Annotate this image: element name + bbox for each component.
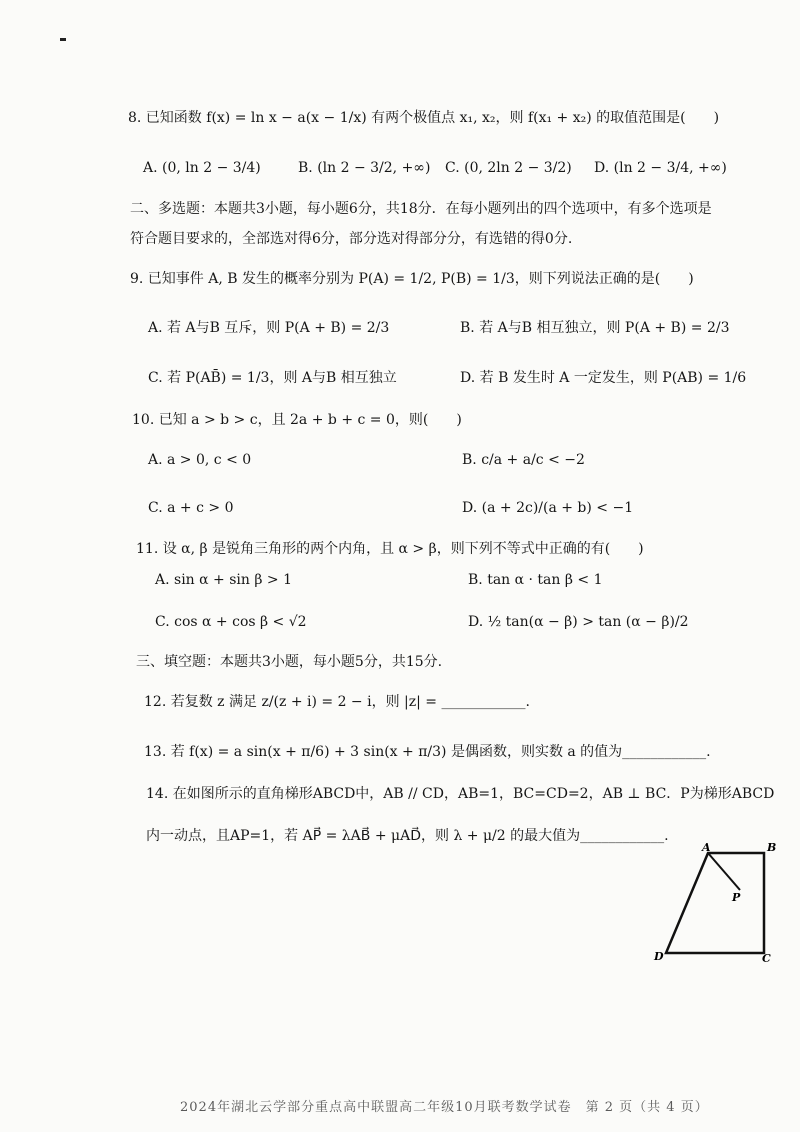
q10-option-b: B. c/a + a/c < −2 (462, 452, 585, 468)
q10-option-a: A. a > 0, c < 0 (148, 452, 252, 468)
segment-ap (708, 853, 740, 890)
q8-option-c: C. (0, 2ln 2 − 3/2) (445, 160, 572, 176)
q9-option-b: B. 若 A与B 相互独立，则 P(A + B) = 2/3 (460, 320, 730, 336)
label-a: A (702, 841, 711, 854)
q14-line1: 14. 在如图所示的直角梯形ABCD中，AB // CD，AB=1，BC=CD=2，AB ⊥ BC．P为梯形ABCD (146, 786, 775, 802)
q9-stem: 9. 已知事件 A, B 发生的概率分别为 P(A) = 1/2, P(B) = 1/3，则下列说法正确的是( ) (130, 271, 694, 287)
section2-line1: 二、多选题：本题共3小题，每小题6分，共18分．在每小题列出的四个选项中，有多个选项是 (130, 201, 712, 217)
q12-stem: 12. 若复数 z 满足 z/(z + i) = 2 − i，则 |z| = ____________. (144, 694, 530, 710)
q9-option-d: D. 若 B 发生时 A 一定发生，则 P(AB) = 1/6 (460, 370, 747, 386)
label-d: D (654, 950, 664, 963)
q8-option-b: B. (ln 2 − 3/2, +∞) (298, 160, 431, 176)
q11-stem: 11. 设 α, β 是锐角三角形的两个内角，且 α > β，则下列不等式中正确的有( ) (136, 541, 644, 557)
page-footer: 2024年湖北云学部分重点高中联盟高二年级10月联考数学试卷 第 2 页（共 4 页） (180, 1100, 709, 1115)
q14-line2: 内一动点，且AP=1，若 AP⃗ = λAB⃗ + μAD⃗，则 λ + μ/2 的最大值为____________. (146, 828, 669, 844)
q10-option-c: C. a + c > 0 (148, 500, 234, 516)
section3-line1: 三、填空题：本题共3小题，每小题5分，共15分. (136, 654, 443, 670)
q8-option-d: D. (ln 2 − 3/4, +∞) (594, 160, 727, 176)
q13-stem: 13. 若 f(x) = a sin(x + π/6) + 3 sin(x + π/3) 是偶函数，则实数 a 的值为____________. (144, 744, 711, 760)
q11-option-c: C. cos α + cos β < √2 (155, 614, 307, 630)
label-b: B (767, 841, 777, 854)
q10-stem: 10. 已知 a > b > c，且 2a + b + c = 0，则( ) (132, 412, 462, 428)
section2-line2: 符合题目要求的，全部选对得6分，部分选对得部分分，有选错的得0分. (130, 231, 573, 247)
label-p: P (732, 891, 741, 904)
q11-option-b: B. tan α · tan β < 1 (468, 572, 603, 588)
trapezoid-figure (640, 835, 790, 965)
q8-option-a: A. (0, ln 2 − 3/4) (143, 160, 261, 176)
q11-option-d: D. ½ tan(α − β) > tan (α − β)/2 (468, 614, 689, 630)
scan-mark (60, 38, 66, 41)
q10-option-d: D. (a + 2c)/(a + b) < −1 (462, 500, 634, 516)
q9-option-a: A. 若 A与B 互斥，则 P(A + B) = 2/3 (148, 320, 390, 336)
q9-option-c: C. 若 P(AB̄) = 1/3，则 A与B 相互独立 (148, 370, 397, 386)
q8-stem: 8. 已知函数 f(x) = ln x − a(x − 1/x) 有两个极值点 x₁, x₂，则 f(x₁ + x₂) 的取值范围是( ) (128, 110, 720, 126)
label-c: C (762, 952, 771, 965)
trapezoid-abcd (666, 853, 764, 953)
q11-option-a: A. sin α + sin β > 1 (155, 572, 292, 588)
